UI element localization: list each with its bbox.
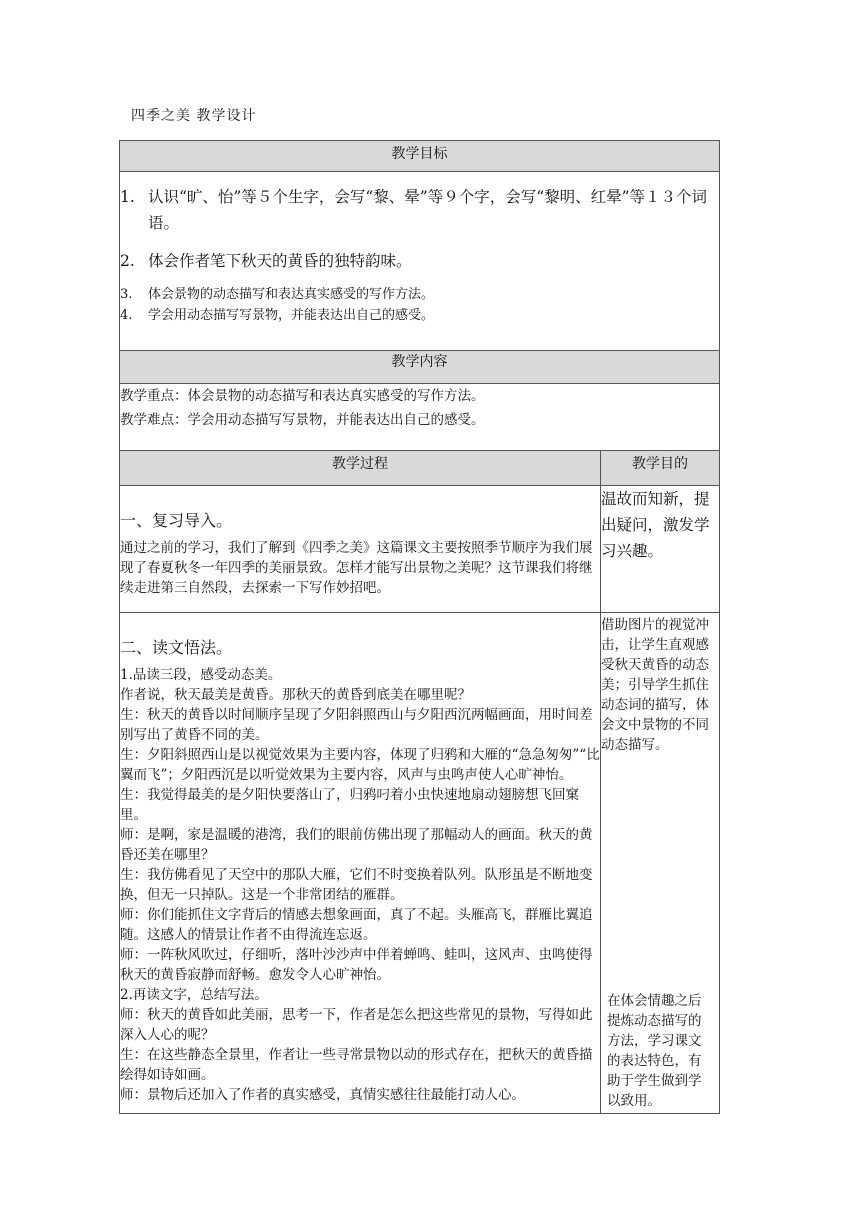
section2-aim-1: 借助图片的视觉冲击，让学生直观感受秋天黄昏的动态美；引导学生抓住动态词的描写，体会文中景物的不同动态描写。 xyxy=(601,617,709,753)
objective-item: 1. 认识“旷、怡”等５个生字，会写“黎、晕”等９个字，会写“黎明、红晕”等１３个词语。 xyxy=(120,188,708,232)
section2-line: 生：我觉得最美的是夕阳快要落山了，归鸦叼着小虫快速地扇动翅膀想飞回窠里。 xyxy=(120,787,579,823)
section1-aim: 温故而知新，提出疑问，激发学习兴趣。 xyxy=(601,486,720,613)
objectives-header: 教学目标 xyxy=(120,141,720,172)
objectives-cell xyxy=(120,172,720,351)
objective-item: 4. 学会用动态描写写景物，并能表达出自己的感受。 xyxy=(120,308,435,323)
section1-process xyxy=(120,486,601,613)
section2-line: 师：秋天的黄昏如此美丽，思考一下，作者是怎么把这些常见的景物，写得如此深入人心的呢？ xyxy=(120,1007,593,1043)
process-header: 教学过程 xyxy=(120,451,601,486)
aim-header: 教学目的 xyxy=(601,451,720,486)
section2-line: 生：在这些静态全景里，作者让一些寻常景物以动的形式存在，把秋天的黄昏描绘得如诗如画。 xyxy=(120,1047,593,1083)
section2-line: 作者说，秋天最美是黄昏。那秋天的黄昏到底美在哪里呢？ xyxy=(120,687,471,703)
lesson-plan-table xyxy=(119,140,720,1114)
section1-body: 通过之前的学习，我们了解到《四季之美》这篇课文主要按照季节顺序为我们展现了春夏秋冬一年四季的美丽景致。怎样才能写出景物之美呢？这节课我们将继续走进第三自然段，去探索一下写作妙招吧。 xyxy=(120,540,593,596)
section2-line: 师：一阵秋风吹过，仔细听，落叶沙沙声中伴着蝉鸣、蛙叫，这风声、虫鸣使得秋天的黄昏寂静而舒畅。愈发令人心旷神怡。 xyxy=(120,947,593,983)
section2-line: 2.再读文字，总结写法。 xyxy=(120,987,268,1003)
section2-line: 生：我仿佛看见了天空中的那队大雁，它们不时变换着队列。队形虽是不断地变换，但无一只掉队。这是一个非常团结的雁群。 xyxy=(120,867,593,903)
section2-line: 师：你们能抓住文字背后的情感去想象画面，真了不起。头雁高飞，群雁比翼追随。这感人的情景让作者不由得流连忘返。 xyxy=(120,907,593,943)
key-point: 教学重点：体会景物的动态描写和表达真实感受的写作方法。 xyxy=(120,388,485,404)
section2-line: 生：夕阳斜照西山是以视觉效果为主要内容，体现了归鸦和大雁的“急急匆匆”“比翼而飞”；夕阳西沉是以听觉效果为主要内容，风声与虫鸣声使人心旷神怡。 xyxy=(120,747,600,783)
section2-line: 师：是啊，家是温暖的港湾，我们的眼前仿佛出现了那幅动人的画面。秋天的黄昏还美在哪里？ xyxy=(120,827,593,863)
section2-process xyxy=(120,613,601,1114)
content-cell xyxy=(120,384,720,451)
difficulty: 教学难点：学会用动态描写写景物，并能表达出自己的感受。 xyxy=(120,412,485,428)
objective-item: 3. 体会景物的动态描写和表达真实感受的写作方法。 xyxy=(120,287,435,302)
section2-title: 二、读文悟法。 xyxy=(120,638,233,657)
section2-line: 生：秋天的黄昏以时间顺序呈现了夕阳斜照西山与夕阳西沉两幅画面，用时间差别写出了黄昏不同的美。 xyxy=(120,707,593,743)
section2-aim xyxy=(601,613,720,1114)
document-title: 四季之美 教学设计 xyxy=(131,108,257,124)
content-header: 教学内容 xyxy=(120,351,720,384)
section2-aim-2: 在体会情趣之后提炼动态描写的方法，学习课文的表达特色，有助于学生做到学以致用。 xyxy=(607,993,702,1109)
section1-title: 一、复习导入。 xyxy=(120,511,233,530)
section2-line: 师：景物后还加入了作者的真实感受，真情实感往往最能打动人心。 xyxy=(120,1087,525,1103)
objective-item: 2. 体会作者笔下秋天的黄昏的独特韵味。 xyxy=(120,252,412,270)
section2-line: 1.品读三段，感受动态美。 xyxy=(120,667,282,683)
